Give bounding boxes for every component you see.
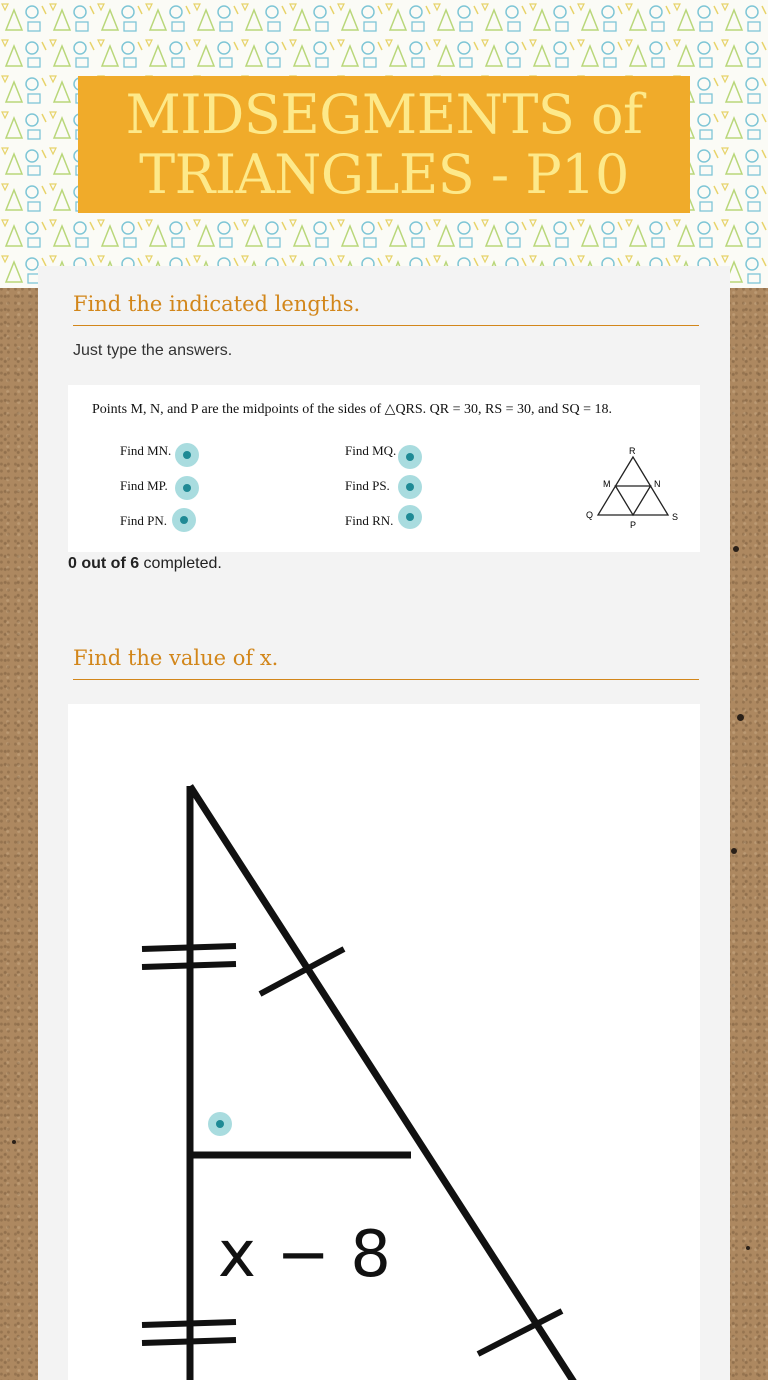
label-r: R: [629, 446, 636, 456]
label-p: P: [630, 520, 637, 530]
worksheet-card: [38, 266, 730, 1380]
label-n: N: [654, 479, 661, 489]
problem-statement: Points M, N, and P are the midpoints of the sides of △QRS. QR = 30, RS = 30, and SQ = 18.: [92, 402, 613, 417]
title-banner: [78, 76, 690, 213]
midsegment-figure: [68, 704, 700, 1380]
prompt-find-ps: Find PS.: [345, 478, 390, 493]
problem-image: [68, 385, 700, 552]
section-title-lengths: Find the indicated lengths.: [73, 292, 699, 326]
answer-input-rn[interactable]: [398, 505, 422, 529]
cork-speck: [731, 848, 737, 854]
label-m: M: [603, 479, 611, 489]
prompt-find-mq: Find MQ.: [345, 443, 397, 458]
prompt-find-mp: Find MP.: [120, 478, 168, 493]
label-x-minus-8: x − 8: [218, 1218, 391, 1292]
progress-status: [68, 555, 222, 573]
cork-speck: [746, 1246, 750, 1250]
progress-count: 0 out of 6: [68, 555, 140, 572]
label-s: S: [672, 512, 679, 522]
cork-speck: [12, 1140, 16, 1144]
prompt-find-mn: Find MN.: [120, 443, 172, 458]
answer-input-mn[interactable]: [175, 443, 199, 467]
answer-input-mq[interactable]: [398, 445, 422, 469]
progress-suffix: completed.: [139, 555, 222, 572]
answer-input-mp[interactable]: [175, 476, 199, 500]
answer-input-x[interactable]: [208, 1112, 232, 1136]
cork-speck: [737, 714, 744, 721]
cork-speck: [733, 546, 739, 552]
label-q: Q: [586, 510, 594, 520]
page-title: MIDSEGMENTS of TRIANGLES - P10: [125, 82, 643, 206]
answer-input-ps[interactable]: [398, 475, 422, 499]
prompt-find-pn: Find PN.: [120, 513, 167, 528]
prompt-find-rn: Find RN.: [345, 513, 394, 528]
triangle-midsegment-figure: [68, 704, 700, 1380]
triangle-qrs-diagram: [578, 443, 688, 535]
answer-input-pn[interactable]: [172, 508, 196, 532]
instructions-text: Just type the answers.: [73, 342, 233, 359]
section-title-value-x: Find the value of x.: [73, 646, 699, 680]
